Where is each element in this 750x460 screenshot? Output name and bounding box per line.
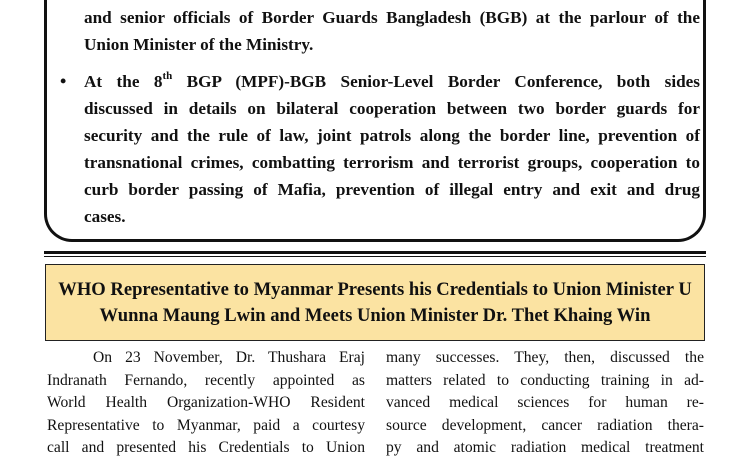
bullet-item-2: [60, 68, 700, 230]
bullet2-line-1: At the 8th BGP (MPF)-BGB Senior-Level Border Conference, both sides: [84, 70, 700, 91]
divider-thin: [44, 256, 706, 257]
bullet1-line-2: Union Minister of the Ministry.: [84, 35, 314, 54]
right-line-1: many successes. They, then, discussed the: [386, 349, 704, 366]
left-line-5: call and presented his Credentials to Union: [47, 439, 365, 457]
bullet-list-2: [60, 68, 700, 230]
bullet2-line-2: discussed in details on bilateral cooperation between two border guards for: [84, 99, 700, 118]
article-headline: [52, 277, 698, 329]
headline-line-2: Wunna Maung Lwin and Meets Union Minister Dr. Thet Khaing Win: [99, 304, 651, 326]
headline-line-1: WHO Representative to Myanmar Presents his Credentials to Union Minister U: [58, 278, 692, 300]
bullet-list: [60, 0, 700, 54]
divider-thick: [44, 251, 706, 254]
bullet2-line-5: curb border passing of Mafia, prevention of illegal entry and exit and drug: [84, 180, 700, 199]
right-line-3: vanced medical sciences for human re-: [386, 394, 704, 412]
bullet1-line-1: and senior officials of Border Guards Bangladesh (BGB) at the parlour of the: [84, 8, 700, 27]
bullet-dot-icon: •: [60, 71, 67, 91]
left-line-3: World Health Organization-WHO Resident: [47, 394, 365, 412]
left-line-2: Indranath Fernando, recently appointed as: [47, 371, 365, 389]
bullet2-line-3: security and the rule of law, joint patrols along the border line, prevention of: [84, 126, 700, 145]
bullet2-line-4: transnational crimes, combatting terrorism and terrorist groups, cooperation to: [84, 153, 700, 172]
article-column-right: [386, 347, 704, 460]
right-line-4: source development, cancer radiation thera-: [386, 416, 704, 434]
left-line-4: Representative to Myanmar, paid a courtesy: [47, 416, 365, 434]
bullet-item-1: [60, 4, 700, 58]
article-column-left: [47, 347, 365, 460]
left-line-1: On 23 November, Dr. Thushara Eraj: [93, 349, 365, 366]
headline-banner: [45, 264, 705, 341]
right-line-2: matters related to conducting training in ad-: [386, 371, 704, 389]
right-line-5: py and atomic radiation medical treatment: [386, 439, 704, 457]
bullet2-line-6: cases.: [84, 207, 126, 226]
